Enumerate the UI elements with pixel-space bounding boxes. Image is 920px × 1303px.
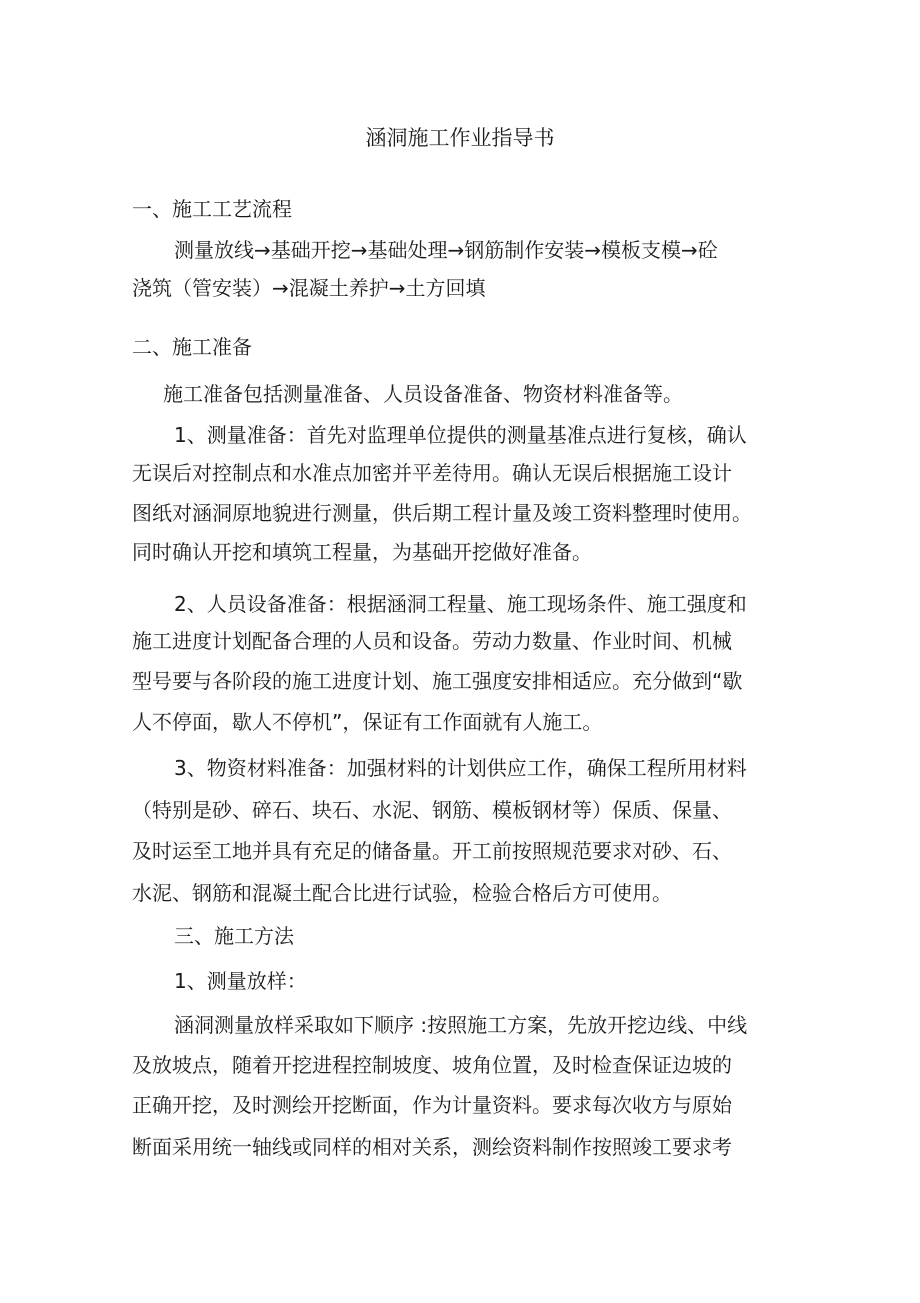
paragraph-line: 施工准备包括测量准备、人员设备准备、物资材料准备等。 — [163, 382, 683, 406]
paragraph-line: 无误后对控制点和水准点加密并平差待用。确认无误后根据施工设计 — [132, 461, 732, 485]
paragraph-line: 图纸对涵洞原地貌进行测量，供后期工程计量及竣工资料整理时使用。 — [132, 501, 752, 525]
paragraph-line: 断面采用统一轴线或同样的相对关系，测绘资料制作按照竣工要求考 — [132, 1135, 732, 1159]
section-heading: 二、施工准备 — [132, 335, 252, 359]
paragraph-line: 施工进度计划配备合理的人员和设备。劳动力数量、作业时间、机械 — [132, 629, 732, 653]
section-heading: 一、施工工艺流程 — [132, 197, 292, 221]
paragraph-line: 及时运至工地并具有充足的储备量。开工前按照规范要求对砂、石、 — [132, 839, 732, 863]
section-heading: 三、施工方法 — [174, 924, 294, 948]
document-title: 涵洞施工作业指导书 — [365, 126, 555, 150]
subsection-heading: 1、测量放样： — [174, 969, 307, 993]
paragraph-line: 测量放线→基础开挖→基础处理→钢筋制作安装→模板支模→砼 — [174, 238, 718, 262]
paragraph-line: 1、测量准备：首先对监理单位提供的测量基准点进行复核，确认 — [174, 423, 747, 447]
paragraph-line: 正确开挖，及时测绘开挖断面，作为计量资料。要求每次收方与原始 — [132, 1093, 732, 1117]
paragraph-line: 型号要与各阶段的施工进度计划、施工强度安排相适应。充分做到“歇 — [132, 669, 743, 693]
paragraph-line: 浇筑（管安装）→混凝土养护→土方回填 — [132, 276, 486, 300]
paragraph-line: 人不停面，歇人不停机”，保证有工作面就有人施工。 — [132, 710, 603, 734]
paragraph-line: 3、物资材料准备：加强材料的计划供应工作，确保工程所用材料 — [174, 756, 747, 780]
paragraph-line: 同时确认开挖和填筑工程量，为基础开挖做好准备。 — [132, 540, 592, 564]
paragraph-line: 2、人员设备准备：根据涵洞工程量、施工现场条件、施工强度和 — [174, 592, 747, 616]
paragraph-line: （特别是砂、碎石、块石、水泥、钢筋、模板钢材等）保质、保量、 — [132, 798, 732, 822]
paragraph-line: 及放坡点，随着开挖进程控制坡度、坡角位置，及时检查保证边坡的 — [132, 1053, 732, 1077]
paragraph-line: 涵洞测量放样采取如下顺序 :按照施工方案，先放开挖边线、中线 — [174, 1013, 748, 1037]
paragraph-line: 水泥、钢筋和混凝土配合比进行试验，检验合格后方可使用。 — [132, 881, 672, 905]
